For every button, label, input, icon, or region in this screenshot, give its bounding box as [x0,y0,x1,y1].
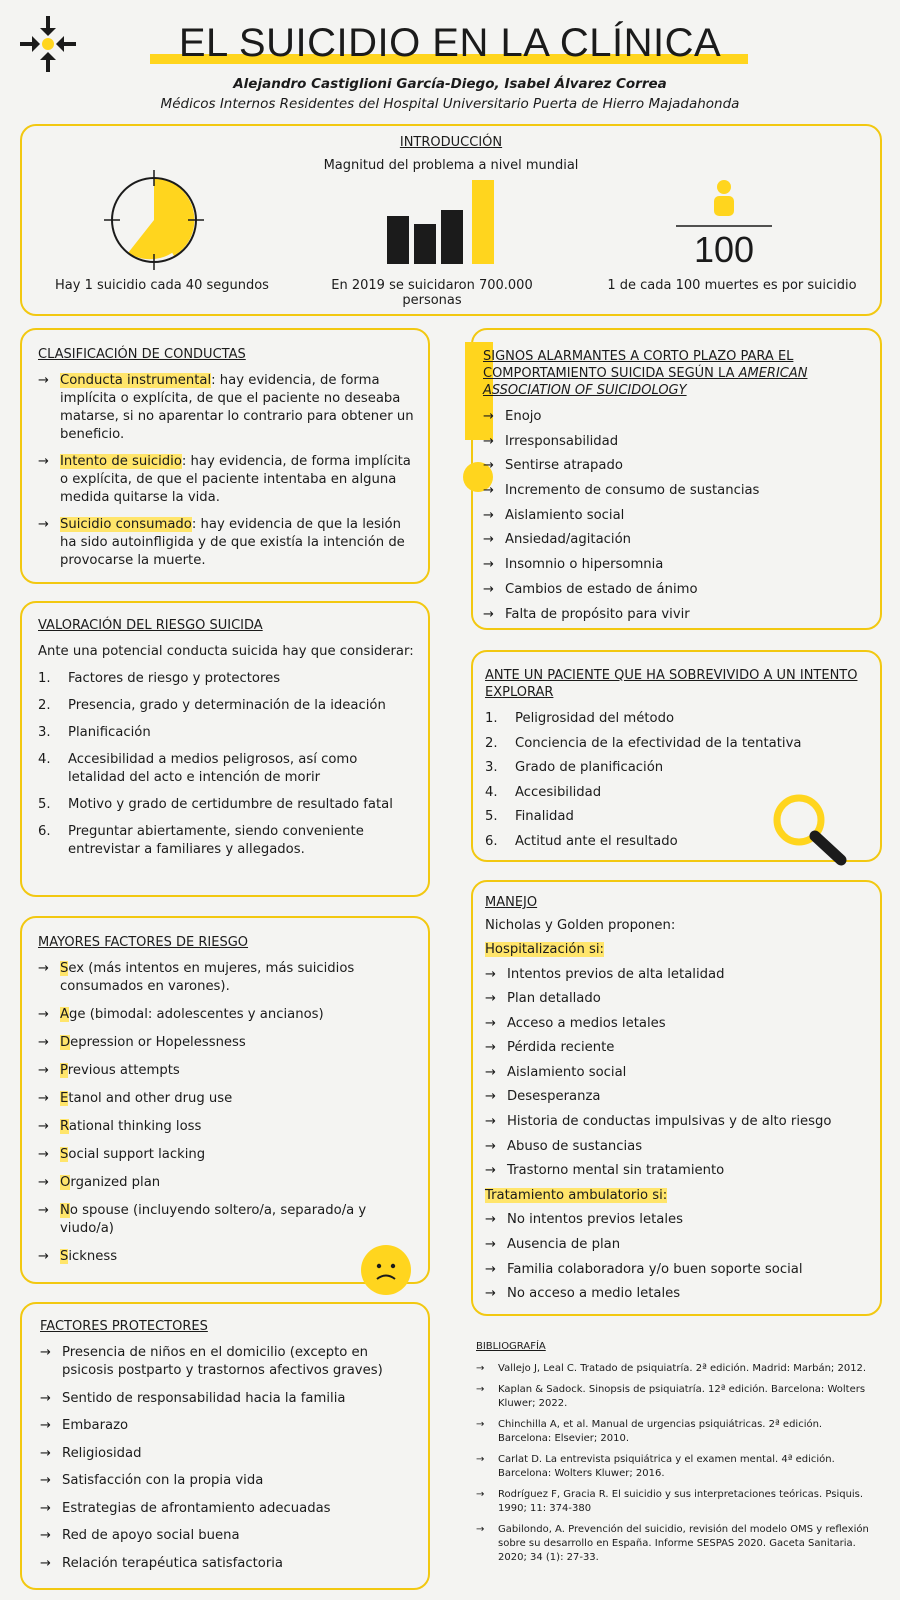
stat-number: 100 [693,229,755,270]
reference-item: → Vallejo J, Leal C. Tratado de psiquiatría. 2ª edición. Madrid: Marbán; 2012. [476,1362,876,1376]
acronym-letter: S [60,1147,69,1162]
acronym-letter: P [60,1063,68,1078]
list-item: → Sentirse atrapado [483,457,866,475]
list-item: 3. Grado de planificación [485,760,664,775]
stat-caption: Hay 1 suicidio cada 40 segundos [55,278,269,293]
reference-item: → Carlat D. La entrevista psiquiátrica y el examen mental. 4ª edición. Barcelona: Wolters Kluwer; 2016. [476,1453,876,1481]
valoracion-title: VALORACIÓN DEL RIESGO SUICIDA [38,618,263,633]
intro-subtitle: Magnitud del problema a nivel mundial [323,158,579,173]
list-item [38,1248,414,1266]
list-item: 6. Preguntar abiertamente, siendo conveniente entrevistar a familiares y allegados. [38,824,364,857]
item-text: revious attempts [67,1063,180,1078]
list-item: 1. Peligrosidad del método [485,711,675,726]
intro-panel [20,124,882,316]
list-item: → Insomnio o hipersomnia [483,556,866,574]
term-highlight: Intento de suicidio [60,454,182,469]
manejo-title: MANEJO [485,895,538,910]
acronym-letter: S [60,961,69,976]
protectores-panel [20,1302,430,1590]
hospitalizacion-label: Hospitalización si: [485,942,604,957]
list-item: → Presencia de niños en el domicilio (excepto en psicosis postparto y trastornos afectivos graves) [40,1344,414,1380]
term-highlight: Conducta instrumental [60,373,212,388]
list-item: 5. Finalidad [485,809,574,824]
manejo-intro: Nicholas y Golden proponen: [485,918,676,933]
list-item [38,960,414,996]
list-item: → Historia de conductas impulsivas y de alto riesgo [485,1113,866,1131]
reference-item: → Rodríguez F, Gracia R. El suicidio y sus interpretaciones teóricas. Psiquis. 1990; 11: 374-380 [476,1488,876,1516]
list-item: 6. Actitud ante el resultado [485,833,678,849]
list-item: → Incremento de consumo de sustancias [483,482,866,500]
item-text: Planificación [68,725,151,740]
list-item: 3. Planificación [38,725,151,740]
list-item [38,516,414,570]
valoracion-panel [20,601,430,897]
list-item: → Red de apoyo social buena [40,1527,414,1545]
list-item: → Pérdida reciente [485,1039,866,1057]
item-text: Peligrosidad del método [515,711,675,726]
list-item: → Relación terapéutica satisfactoria [40,1555,414,1573]
acronym-letter: S [60,1249,69,1264]
item-text: Finalidad [515,809,574,824]
clasificacion-panel [20,328,430,584]
list-item: → Irresponsabilidad [483,433,866,451]
list-item: 4. Accesibilidad a medios peligrosos, así como letalidad del acto e intención de morir [38,752,358,785]
list-item: → Falta de propósito para vivir [483,606,866,624]
item-text: ge (bimodal: adolescentes y ancianos) [69,1007,324,1022]
bibliografia-title: BIBLIOGRAFÍA [476,1341,546,1352]
item-text: Presencia, grado y determinación de la ideación [68,698,386,713]
list-item [38,1202,414,1238]
page-title: EL SUICIDIO EN LA CLÍNICA [178,21,722,65]
acronym-letter: A [60,1007,70,1022]
reference-item: → Chinchilla A, et al. Manual de urgencias psiquiátricas. 2ª edición. Barcelona: Elsevier; 2010. [476,1418,876,1446]
list-item [38,1174,414,1192]
item-text: Motivo y grado de certidumbre de resultado fatal [68,797,393,812]
list-item [38,1118,414,1136]
list-item [38,453,414,507]
item-text: epression or Hopelessness [70,1035,246,1050]
list-item: → Acceso a medios letales [485,1015,866,1033]
clock-icon [104,170,204,270]
item-text: Accesibilidad a medios peligrosos, así como letalidad del acto e intención de morir [68,752,358,785]
list-item: → Religiosidad [40,1445,414,1463]
affiliation: Médicos Internos Residentes del Hospital Universitario Puerta de Hierro Majadahonda [160,96,740,112]
list-item: 4. Accesibilidad [485,784,602,800]
list-item: → Aislamiento social [483,507,866,525]
signos-title-text: SIGNOS ALARMANTES A CORTO PLAZO PARA EL COMPORTAMIENTO SUICIDA SEGÚN LA [483,349,794,381]
ambulatorio-label: Tratamiento ambulatorio si: [485,1187,668,1203]
bibliografia-section [476,1341,876,1572]
term-highlight: Suicidio consumado [60,517,192,532]
stat-caption: En 2019 se suicidaron 700.000 personas [331,278,533,308]
item-text: Conciencia de la efectividad de la tentativa [515,735,802,751]
item-text: Actitud ante el resultado [515,833,678,849]
clasificacion-title: CLASIFICACIÓN DE CONDUCTAS [38,347,246,362]
list-item: → Cambios de estado de ánimo [483,581,866,599]
bar-chart-icon [385,178,503,268]
list-item [38,1006,414,1024]
list-item: → Plan detallado [485,990,866,1008]
item-text: ocial support lacking [68,1147,206,1162]
acronym-letter: O [60,1175,71,1190]
list-item: → Ansiedad/agitación [483,531,866,549]
list-item: → Sentido de responsabilidad hacia la familia [40,1390,414,1408]
item-text: ickness [68,1249,118,1264]
mayores-panel [20,916,430,1284]
list-item: → No intentos previos letales [485,1211,866,1229]
list-item: → Trastorno mental sin tratamiento [485,1162,866,1180]
acronym-letter: N [60,1203,70,1218]
item-text: Grado de planificación [515,760,664,775]
item-text: Accesibilidad [515,784,602,800]
list-item: → Abuso de sustancias [485,1138,866,1156]
list-item: → No acceso a medio letales [485,1285,866,1303]
list-item: → Satisfacción con la propia vida [40,1472,414,1490]
authors: Alejandro Castiglioni García-Diego, Isabel Álvarez Correa [233,76,667,92]
acronym-letter: D [60,1035,71,1050]
item-text: Preguntar abiertamente, siendo conveniente entrevistar a familiares y allegados. [68,824,364,857]
list-item: → Enojo [483,408,866,426]
list-item: → Desesperanza [485,1088,866,1106]
manejo-panel [471,880,882,1316]
valoracion-intro: Ante una potencial conducta suicida hay que considerar: [38,644,414,659]
list-item: 2. Conciencia de la efectividad de la tentativa [485,735,802,751]
mayores-title: MAYORES FACTORES DE RIESGO [38,935,249,950]
list-item: 2. Presencia, grado y determinación de la ideación [38,698,386,713]
item-text: tanol and other drug use [68,1091,233,1106]
item-text: rganized plan [70,1175,161,1190]
signos-panel [471,328,882,630]
list-item: → Intentos previos de alta letalidad [485,966,866,984]
list-item: → Aislamiento social [485,1064,866,1082]
sad-face-icon [360,1244,412,1296]
list-item [38,1062,414,1080]
reference-item: → Kaplan & Sadock. Sinopsis de psiquiatría. 12ª edición. Barcelona: Wolters Kluwer; 2022. [476,1383,876,1411]
sobrevivido-title: ANTE UN PACIENTE QUE HA SOBREVIVIDO A UN INTENTO EXPLORAR [485,668,858,700]
term-text: : hay evidencia de que la lesión ha sido autoinfligida y de que existía la intención de provocarse la muerte. [60,517,405,568]
signos-title-italic: AMERICAN ASSOCIATION OF SUICIDOLOGY [483,366,808,398]
term-text: : hay evidencia, de forma implícita o explícita, de que el paciente intentaba en alguna medida quitarse la vida. [60,454,411,505]
list-item [38,1090,414,1108]
signos-title [483,348,866,399]
list-item: → Familia colaboradora y/o buen soporte social [485,1261,866,1279]
arrows-converging-icon [18,14,78,74]
person-icon [674,178,774,228]
list-item: → Ausencia de plan [485,1236,866,1254]
list-item: → Embarazo [40,1417,414,1435]
list-item [38,1146,414,1164]
list-item [38,372,414,444]
list-item: → Estrategias de afrontamiento adecuadas [40,1500,414,1518]
sobrevivido-panel [471,650,882,862]
item-text: o spouse (incluyendo soltero/a, separado/a y viudo/a) [60,1203,367,1236]
list-item: 1. Factores de riesgo y protectores [38,671,281,686]
list-item: 5. Motivo y grado de certidumbre de resultado fatal [38,797,393,812]
item-text: ational thinking loss [68,1119,202,1134]
item-text: ex (más intentos en mujeres, más suicidios consumados en varones). [60,961,355,994]
protectores-title: FACTORES PROTECTORES [40,1319,208,1334]
acronym-letter: E [60,1091,69,1106]
term-text: : hay evidencia, de forma implícita o explícita, de que el paciente no deseaba matarse, si no aparentar lo contrario para obtener un beneficio. [60,373,414,442]
reference-item: → Gabilondo, A. Prevención del suicidio, revisión del modelo OMS y reflexión sobre su desarrollo en España. Informe SESPAS 2020. Gaceta Sanitaria. 2020; 34 (1): 27-33. [476,1523,876,1565]
magnifier-icon [771,792,851,872]
acronym-letter: R [60,1119,69,1134]
intro-title: INTRODUCCIÓN [399,135,503,150]
stat-caption: 1 de cada 100 muertes es por suicidio [607,278,857,293]
list-item [38,1034,414,1052]
item-text: Factores de riesgo y protectores [68,671,281,686]
